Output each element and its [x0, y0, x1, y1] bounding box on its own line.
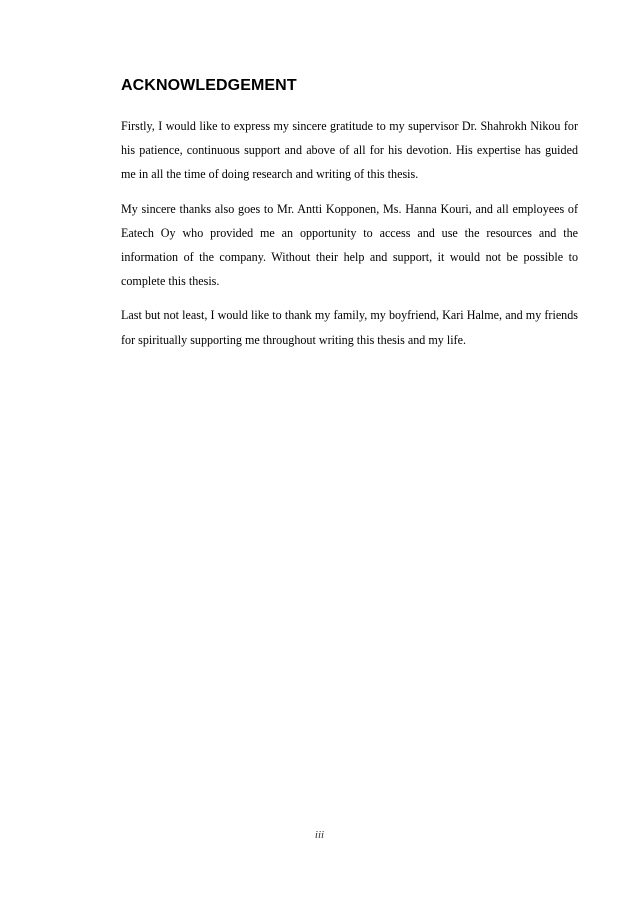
acknowledgement-body	[121, 114, 578, 362]
page-title: ACKNOWLEDGEMENT	[121, 77, 297, 94]
paragraph-company-thanks: My sincere thanks also goes to Mr. Antti Kopponen, Ms. Hanna Kouri, and all employees of Eatech Oy who provided me an opportunity to access and use the resources and the information of the company. Without their help and support, it would not be possible to complete this thesis.	[121, 201, 578, 289]
paragraph-family-thanks: Last but not least, I would like to thank my family, my boyfriend, Kari Halme, and my friends for spiritually supporting me throughout writing this thesis and my life.	[121, 308, 578, 347]
page-number: iii	[314, 829, 325, 841]
paragraph-supervisor-thanks: Firstly, I would like to express my sincere gratitude to my supervisor Dr. Shahrokh Nikou for his patience, continuous support and above of all for his devotion. His expertise has guided me in all the time of doing research and writing of this thesis.	[121, 119, 578, 182]
